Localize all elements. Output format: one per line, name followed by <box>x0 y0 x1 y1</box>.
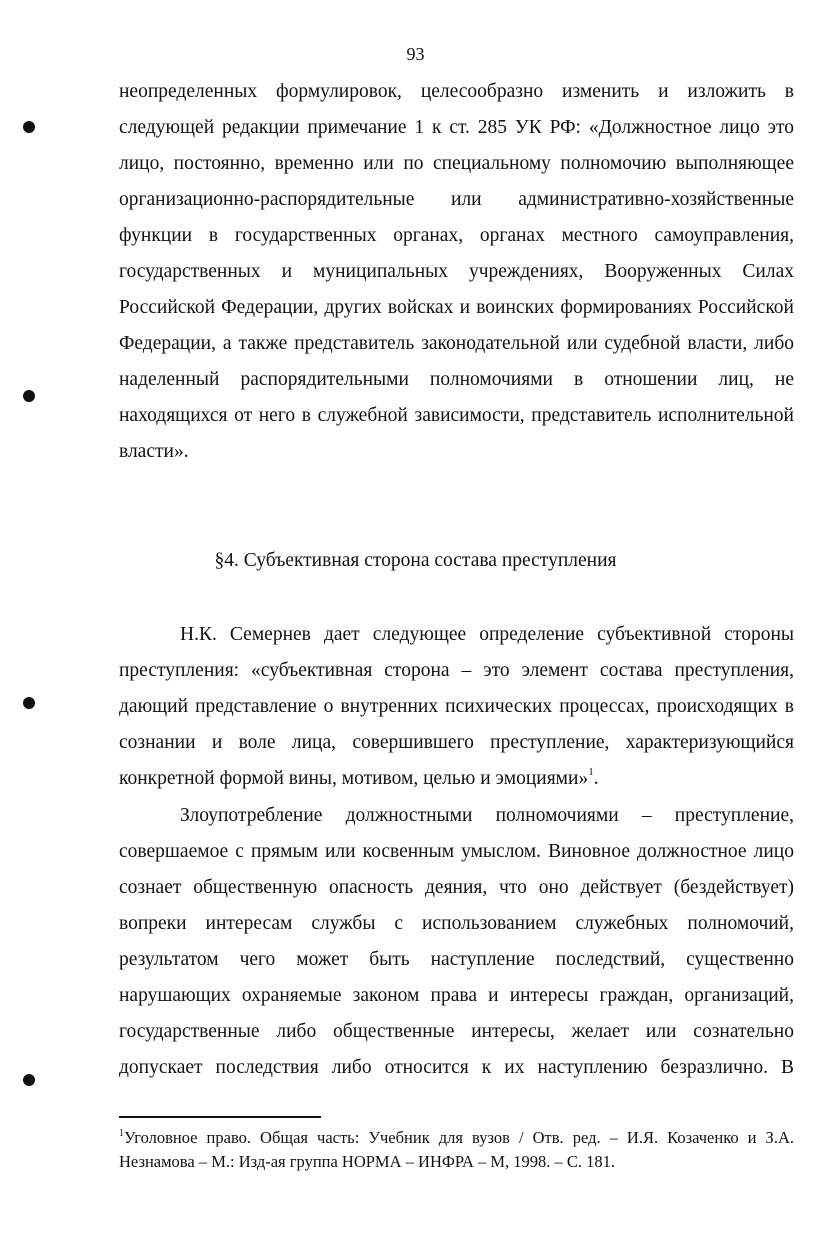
text-line: функции в государственных органах, органах местного самоуправления, <box>119 225 794 246</box>
footnote-text: Уголовное право. Общая часть: Учебник для вузов / Отв. ред. – И.Я. Козаченко и З.А. <box>124 1128 794 1147</box>
text-line: вопреки интересам службы с использованием служебных полномочий, <box>119 913 794 934</box>
text-line <box>119 767 794 791</box>
text-line: сознании и воле лица, совершившего преступление, характеризующийся <box>119 732 794 753</box>
text-line: результатом чего может быть наступление последствий, существенно <box>119 949 794 970</box>
text-line: допускает последствия либо относится к их наступлению безразлично. В <box>119 1057 794 1078</box>
punch-hole <box>23 121 35 133</box>
text-line: государственные либо общественные интересы, желает или сознательно <box>119 1021 794 1042</box>
text-line: Российской Федерации, других войсках и воинских формированиях Российской <box>119 297 794 318</box>
footnote-marker: 1 <box>119 1128 124 1139</box>
text-line: совершаемое с прямым или косвенным умыслом. Виновное должностное лицо <box>119 841 794 862</box>
footnote-line <box>119 1128 794 1148</box>
text-line: Злоупотребление должностными полномочиями – преступление, <box>180 805 794 826</box>
text-line-content: конкретной формой вины, мотивом, целью и эмоциями» <box>119 768 589 789</box>
text-line: Федерации, а также представитель законодательной или судебной власти, либо <box>119 333 794 354</box>
punch-hole <box>23 1074 35 1086</box>
punch-hole <box>23 697 35 709</box>
text-line: находящихся от него в служебной зависимости, представитель исполнительной <box>119 405 794 426</box>
section-heading: §4. Субъективная сторона состава преступления <box>214 550 617 571</box>
footnote-line: Незнамова – М.: Изд-ая группа НОРМА – ИНФРА – М, 1998. – С. 181. <box>119 1152 616 1171</box>
footnote-reference: 1 <box>588 766 594 778</box>
punch-hole <box>23 390 35 402</box>
text-line: государственных и муниципальных учреждениях, Вооруженных Силах <box>119 261 794 282</box>
text-line-end: . <box>593 768 599 789</box>
text-line: организационно-распорядительные или административно-хозяйственные <box>119 189 794 210</box>
text-line: лицо, постоянно, временно или по специальному полномочию выполняющее <box>119 153 794 174</box>
text-line: сознает общественную опасность деяния, что оно действует (бездействует) <box>119 877 794 898</box>
text-line: неопределенных формулировок, целесообразно изменить и изложить в <box>119 81 794 102</box>
text-line: дающий представление о внутренних психических процессах, происходящих в <box>119 696 794 717</box>
text-line: нарушающих охраняемые законом права и интересы граждан, организаций, <box>119 985 794 1006</box>
text-line: следующей редакции примечание 1 к ст. 285 УК РФ: «Должностное лицо это <box>119 117 794 138</box>
text-line: наделенный распорядительными полномочиями в отношении лиц, не <box>119 369 794 390</box>
text-line: власти». <box>119 441 189 462</box>
page-number: 93 <box>406 44 425 64</box>
text-line: Н.К. Семернев дает следующее определение субъективной стороны <box>180 624 794 645</box>
footnote-divider <box>119 1116 321 1118</box>
text-line: преступления: «субъективная сторона – это элемент состава преступления, <box>119 660 794 681</box>
